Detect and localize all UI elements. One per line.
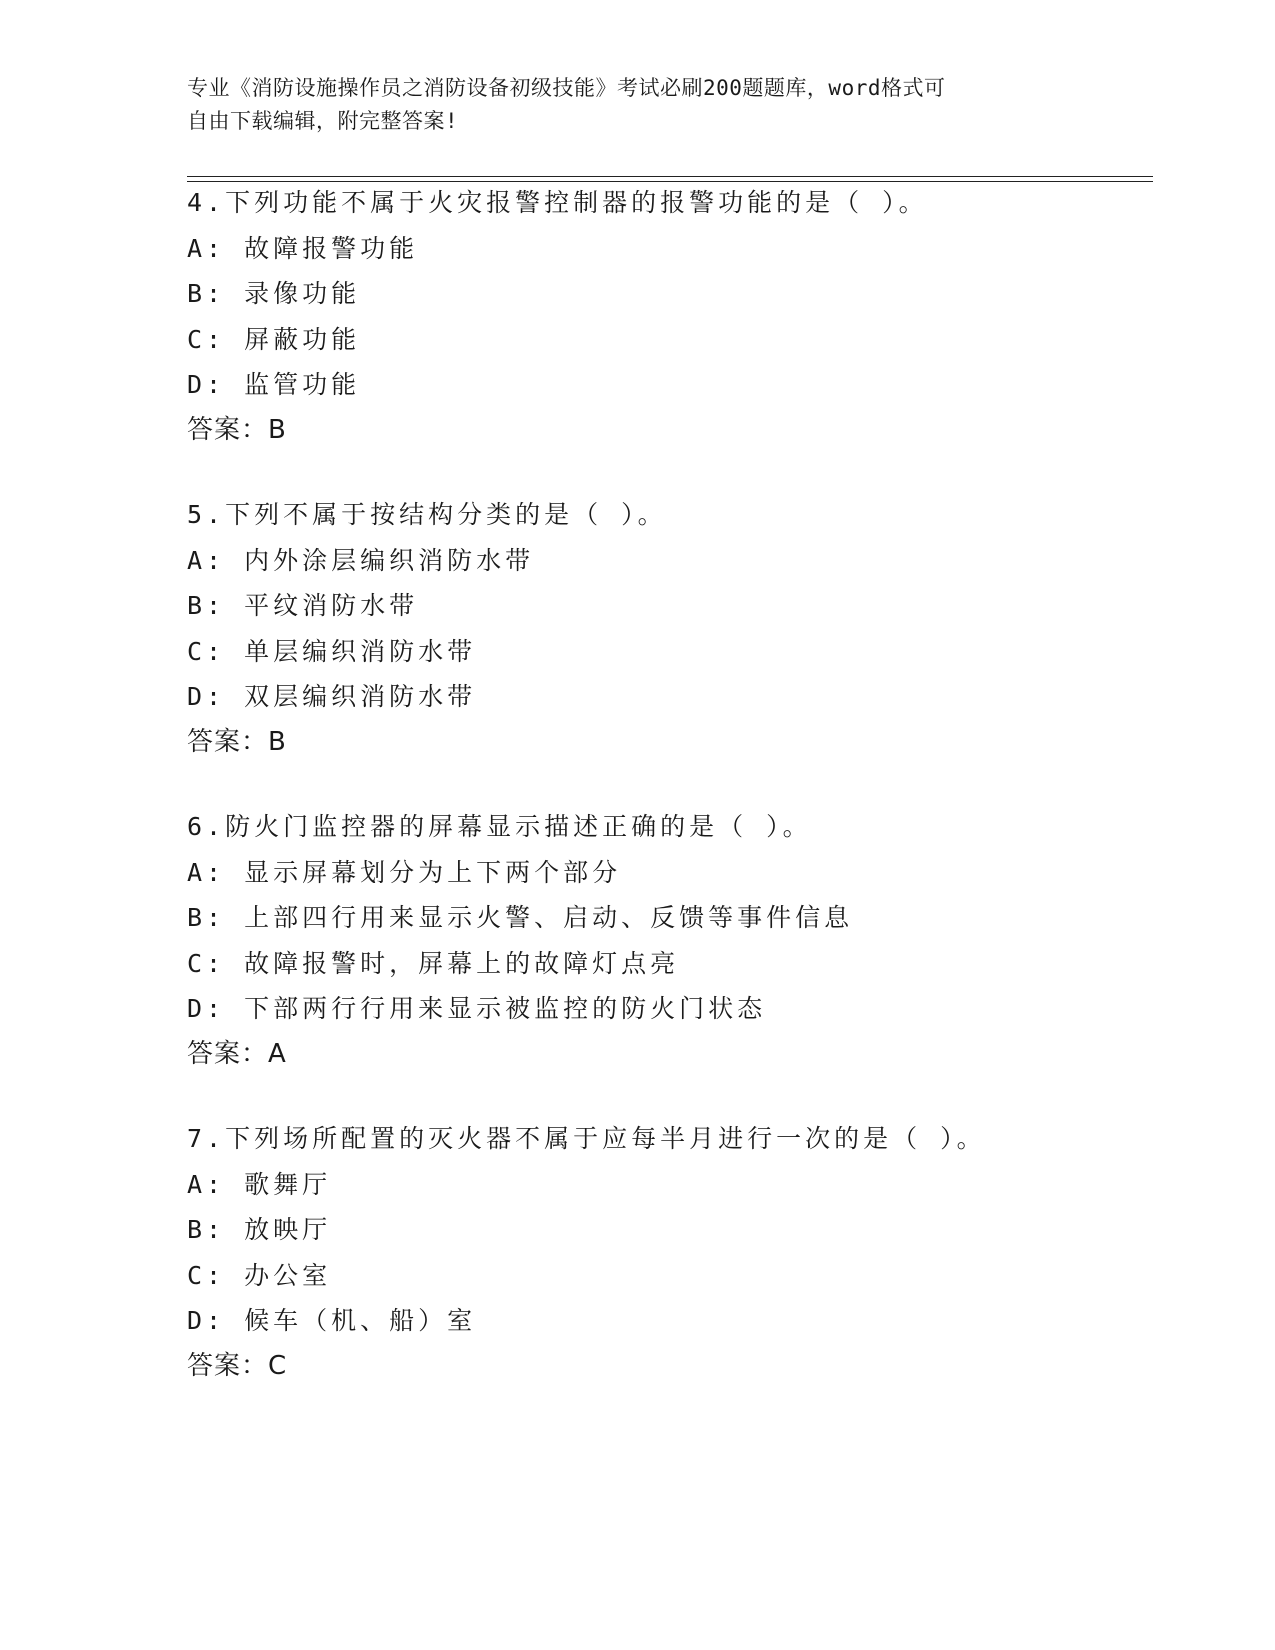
option-b: B: 上部四行用来显示火警、启动、反馈等事件信息 (187, 903, 854, 932)
answer: 答案：B (187, 414, 287, 445)
question-5 (187, 492, 1147, 765)
header-line-2: 自由下载编辑，附完整答案! (187, 109, 459, 133)
option-b: B: 录像功能 (187, 279, 361, 308)
option-a: A: 显示屏幕划分为上下两个部分 (187, 857, 622, 887)
header-divider-top (187, 176, 1153, 177)
answer: 答案：A (187, 1038, 287, 1069)
option-b: B: 放映厅 (187, 1215, 332, 1244)
header-line-1: 专业《消防设施操作员之消防设备初级技能》考试必刷200题题库，word格式可 (187, 76, 946, 100)
option-a: A: 故障报警功能 (187, 233, 419, 263)
option-a: A: 内外涂层编织消防水带 (187, 545, 535, 575)
question-stem: 7.下列场所配置的灭火器不属于应每半月进行一次的是（ ）。 (187, 1124, 986, 1153)
option-d: D: 候车（机、船）室 (187, 1306, 477, 1335)
question-6 (187, 804, 1147, 1077)
question-7 (187, 1116, 1147, 1389)
option-d: D: 下部两行行用来显示被监控的防火门状态 (187, 994, 767, 1023)
option-d: D: 监管功能 (187, 370, 361, 399)
document-header (187, 72, 1067, 138)
question-stem: 4.下列功能不属于火灾报警控制器的报警功能的是（ ）。 (187, 188, 928, 217)
answer: 答案：C (187, 1350, 288, 1381)
option-b: B: 平纹消防水带 (187, 591, 419, 620)
question-stem: 6.防火门监控器的屏幕显示描述正确的是（ ）。 (187, 812, 812, 841)
option-c: C: 故障报警时，屏幕上的故障灯点亮 (187, 948, 680, 978)
question-4 (187, 180, 1147, 453)
option-d: D: 双层编织消防水带 (187, 682, 477, 711)
option-a: A: 歌舞厅 (187, 1169, 332, 1199)
option-c: C: 办公室 (187, 1260, 332, 1290)
question-stem: 5.下列不属于按结构分类的是（ ）。 (187, 500, 667, 529)
option-c: C: 屏蔽功能 (187, 324, 361, 354)
option-c: C: 单层编织消防水带 (187, 636, 477, 666)
answer: 答案：B (187, 726, 287, 757)
